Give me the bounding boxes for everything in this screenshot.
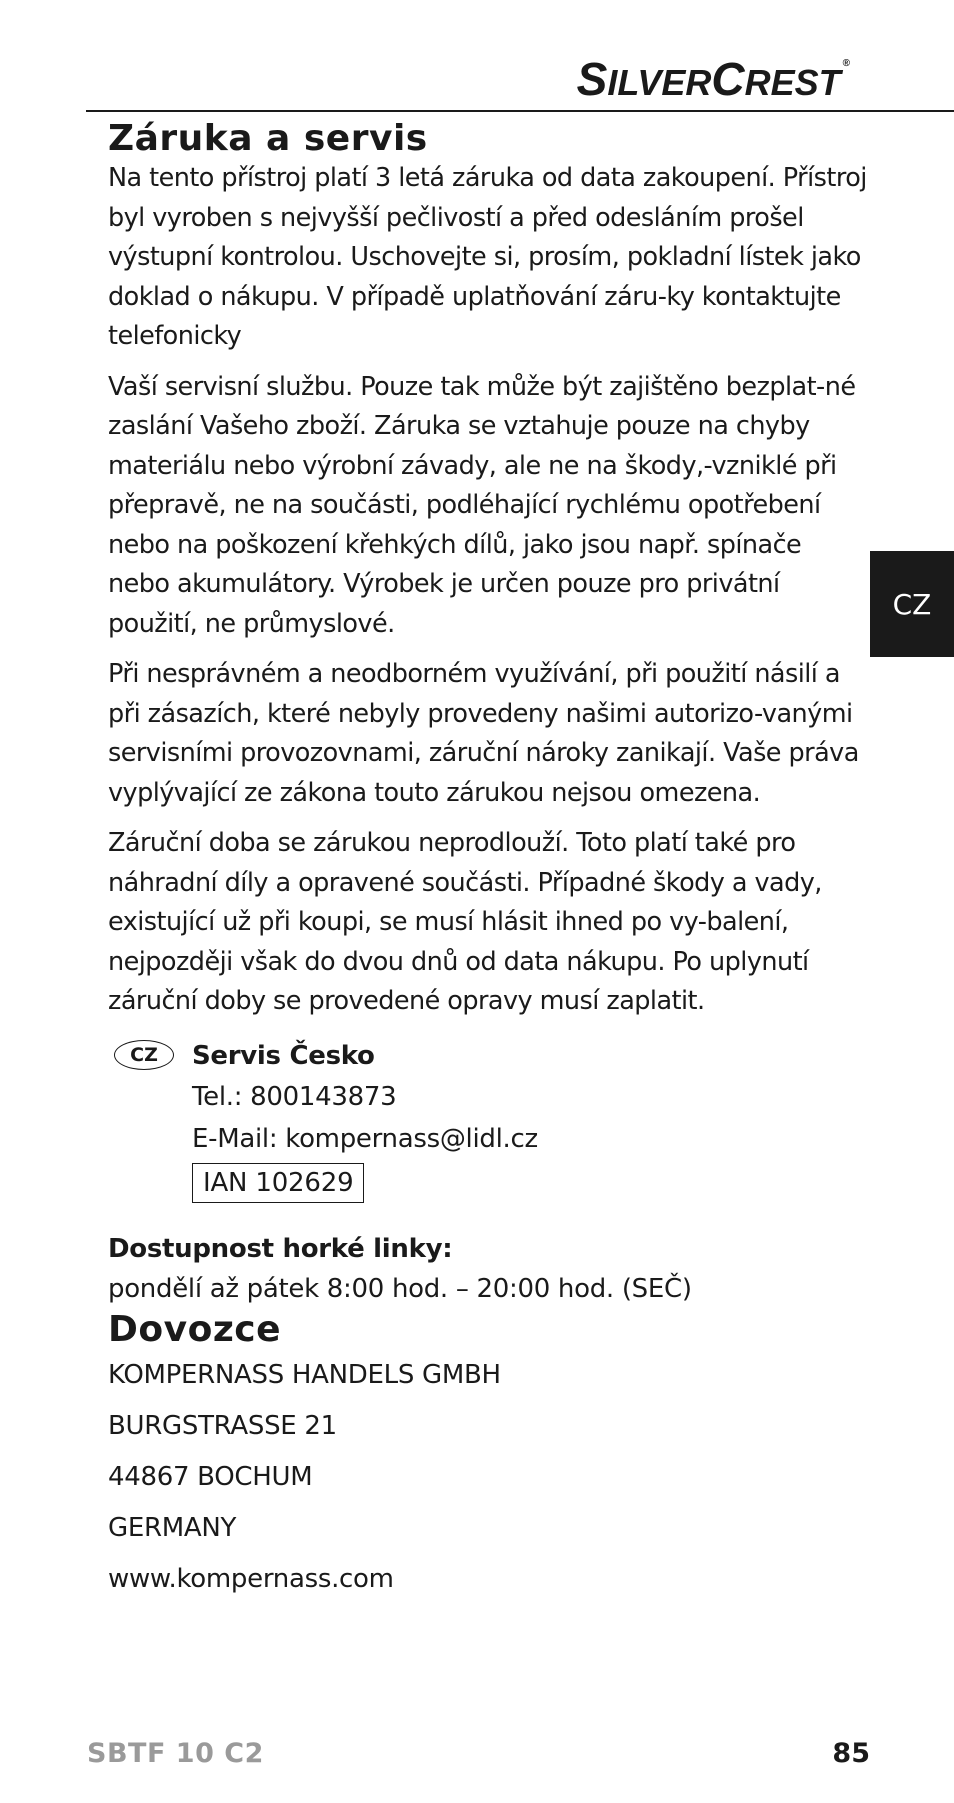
importer-company: KOMPERNASS HANDELS GMBH: [108, 1359, 501, 1390]
hotline-hours: pondělí až pátek 8:00 hod. – 20:00 hod. (SEČ): [108, 1273, 692, 1304]
hotline-title: Dostupnost horké linky:: [108, 1233, 453, 1264]
warranty-paragraph-4: Záruční doba se zárukou neprodlouží. Toto platí také pro náhradní díly a opravené součásti. Případné škody a vady, existující už při koupi, se musí hlásit ihned po vy-balení, nejpozději však do dvou dnů od data nákupu. Po uplynutí záruční doby se provedené opravy musí zaplatit.: [108, 828, 822, 1016]
ian-box: IAN 102629: [192, 1163, 364, 1203]
page-number: 85: [832, 1738, 870, 1769]
importer-country: GERMANY: [108, 1512, 237, 1543]
importer-street: BURGSTRASSE 21: [108, 1410, 337, 1441]
language-tab: [870, 551, 954, 657]
language-tab-label: CZ: [892, 587, 932, 621]
footer-model: SBTF 10 C2: [87, 1738, 264, 1769]
service-email: E-Mail: kompernass@lidl.cz: [192, 1123, 538, 1154]
importer-website: www.kompernass.com: [108, 1563, 394, 1594]
importer-city: 44867 BOCHUM: [108, 1461, 313, 1492]
service-title: Servis Česko: [192, 1040, 375, 1071]
warranty-title: Záruka a servis: [108, 118, 428, 159]
page-content: [108, 118, 868, 1605]
service-details: [192, 1036, 868, 1203]
warranty-paragraph-3: Při nesprávném a neodborném využívání, při použití násilí a při zásazích, které nebyly provedeny našimi autorizo-vanými servisními provozovnami, záruční nároky zanikají. Vaše práva vyplývající ze zákona touto zárukou nejsou omezena.: [108, 659, 859, 808]
importer-title: Dovozce: [108, 1308, 282, 1350]
header-rule: [86, 110, 954, 112]
service-block: [108, 1036, 868, 1203]
brand-logo: SILVERCREST ®: [576, 53, 850, 105]
service-phone: Tel.: 800143873: [192, 1081, 397, 1112]
warranty-paragraph-2: Vaší servisní službu. Pouze tak může být zajištěno bezplat-né zaslání Vašeho zboží. Záruka se vztahuje pouze na chyby materiálu nebo výrobní závady, ale ne na škody,-vzniklé při přepravě, ne na součásti, podléhající rychlému opotřebení nebo na poškození křehkých dílů, jako jsou např. spínače nebo akumulátory. Výrobek je určen pouze pro privátní použití, ne průmyslové.: [108, 371, 856, 639]
country-badge: CZ: [114, 1040, 174, 1070]
warranty-paragraph-1: Na tento přístroj platí 3 letá záruka od data zakoupení. Přístroj byl vyroben s nejvyšší pečlivostí a před odesláním prošel výstupní kontrolou. Uschovejte si, prosím, pokladní lístek jako doklad o nákupu. V případě uplatňování záru-ky kontaktujte telefonicky: [108, 163, 867, 351]
